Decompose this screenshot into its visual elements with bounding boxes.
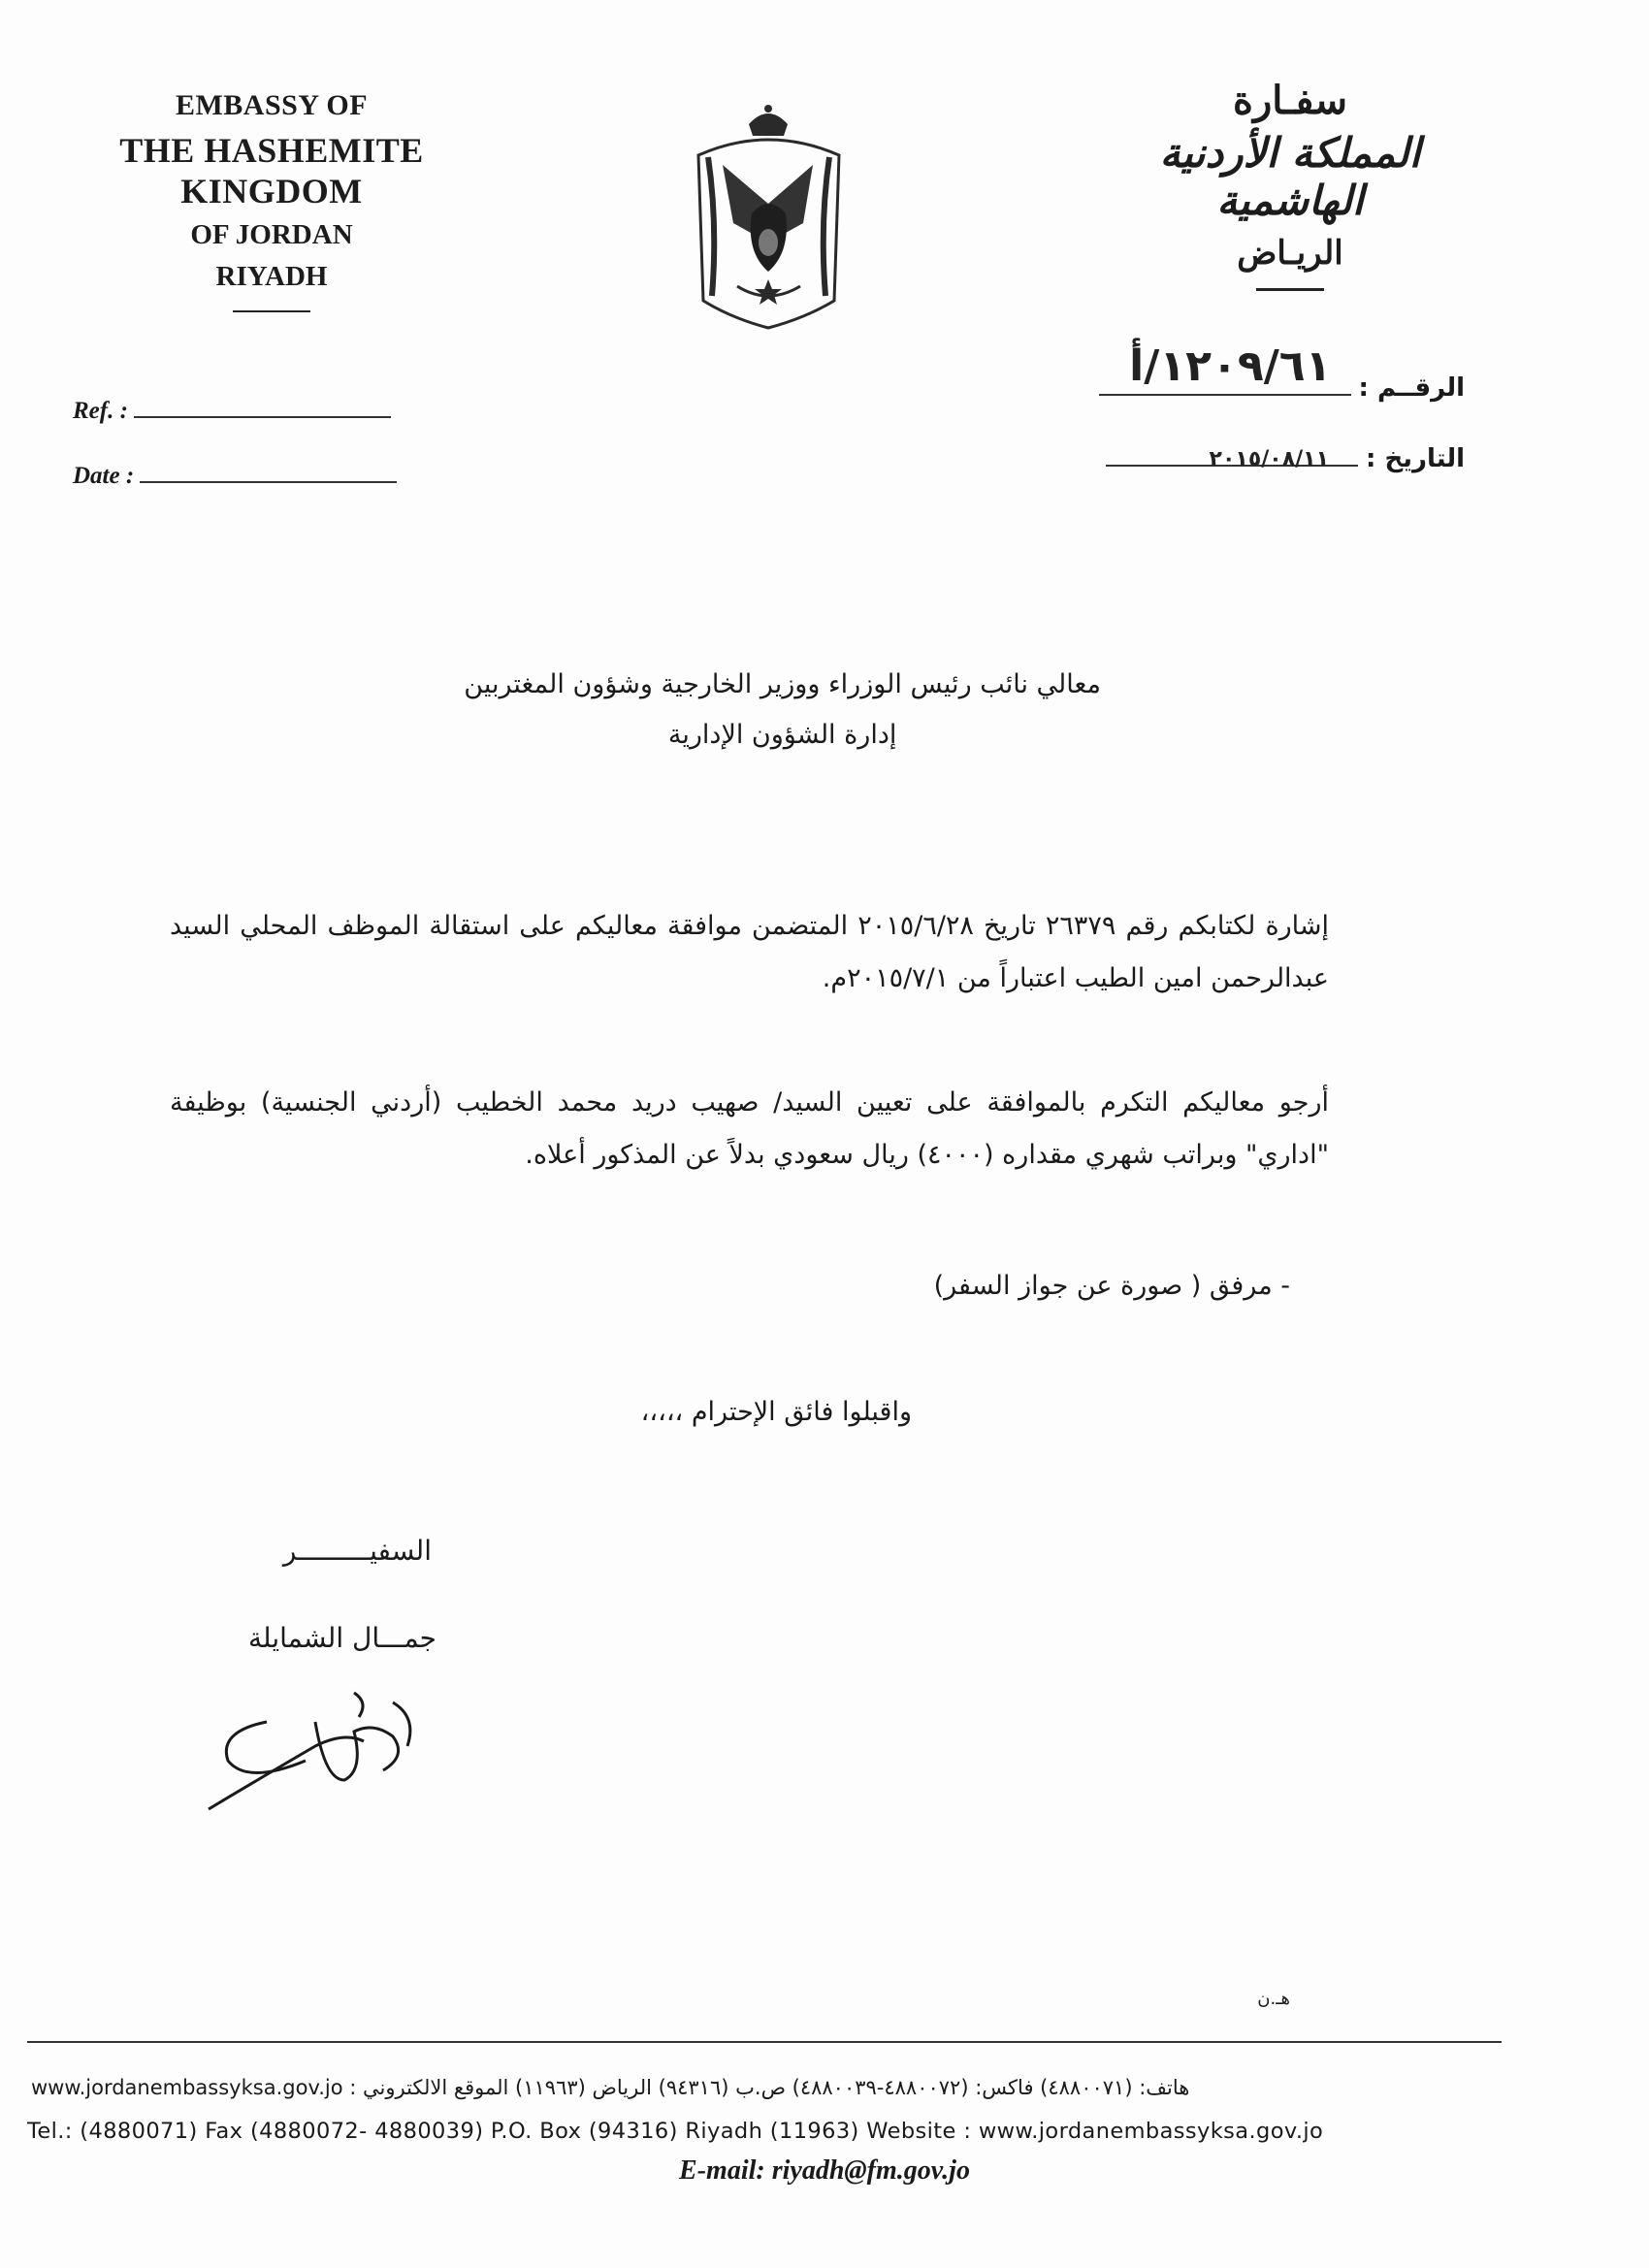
- letterhead-en-line2: THE HASHEMITE KINGDOM: [119, 131, 424, 211]
- addressee-line1: معالي نائب رئيس الوزراء ووزير الخارجية وشؤون المغتربين: [464, 669, 1101, 699]
- addressee-block: [464, 660, 1101, 761]
- ar-ref-row: [1099, 341, 1465, 403]
- ar-ref-value: ١٢٠٩/٦١/أ: [1129, 341, 1332, 391]
- ar-date-line: [1106, 447, 1358, 471]
- letterhead-ar-divider: [1256, 288, 1324, 291]
- en-date-line: [140, 479, 397, 483]
- body-paragraph-1: إشارة لكتابكم رقم ٢٦٣٧٩ تاريخ ٢٠١٥/٦/٢٨ المتضمن موافقة معاليكم على استقالة الموظف المحلي السيد عبدالرحمن امين الطيب اعتباراً من ٢٠١٥/٧/١م.: [170, 911, 1330, 993]
- closing-line: واقبلوا فائق الإحترام ،،،،،: [640, 1397, 912, 1427]
- en-ref-row: [73, 398, 391, 425]
- ar-ref-label: الرقــم :: [1358, 373, 1465, 403]
- letterhead-ar-line3: الريـاض: [1237, 234, 1343, 273]
- handwritten-signature: [199, 1664, 441, 1829]
- signature-title: السفيـــــــــر: [282, 1535, 432, 1567]
- jordan-coat-of-arms-icon: [679, 97, 858, 335]
- arabic-letterhead: [1086, 78, 1494, 291]
- ar-date-row: [1106, 444, 1465, 473]
- ar-ref-line: [1099, 341, 1351, 396]
- letterhead-en-line3: OF JORDAN: [190, 219, 353, 250]
- footer-divider: [27, 2041, 1502, 2043]
- footer-email: E-mail: riyadh@fm.gov.jo: [679, 2155, 970, 2186]
- letterhead-en-line1: EMBASSY OF: [175, 89, 369, 121]
- footer-arabic-contact: هاتف: (٤٨٨٠٠٧١) فاكس: (٤٨٨٠٠٧٢-٤٨٨٠٠٣٩) ص.ب (٩٤٣١٦) الرياض (١١٩٦٣) الموقع الالكتروني : www.jordanembassyksa.gov.jo: [31, 2076, 1190, 2099]
- letterhead-en-divider: [233, 310, 310, 312]
- typist-initials: هـ.ن: [1257, 1989, 1290, 2009]
- letterhead-ar-line2: المملكة الأردنية الهاشمية: [1159, 129, 1421, 224]
- english-letterhead: [39, 89, 504, 312]
- en-ref-label: Ref. :: [73, 398, 128, 424]
- letterhead-en-line4: RIYADH: [215, 261, 328, 292]
- attachment-line: - مرفق ( صورة عن جواز السفر): [933, 1271, 1290, 1301]
- en-date-row: [73, 463, 397, 490]
- en-ref-line: [134, 414, 391, 418]
- addressee-line2: إدارة الشؤون الإدارية: [667, 720, 897, 750]
- signature-name: جمـــال الشمايلة: [248, 1622, 436, 1654]
- ar-date-value: ٢٠١٥/٠٨/١١: [1209, 447, 1330, 471]
- body-paragraph-2: أرجو معاليكم التكرم بالموافقة على تعيين السيد/ صهيب دريد محمد الخطيب (أردني الجنسية) بوظيفة "اداري" وبراتب شهري مقداره (٤٠٠٠) ريال سعودي بدلاً عن المذكور أعلاه.: [170, 1087, 1329, 1170]
- footer-english-contact: Tel.: (4880071) Fax (4880072- 4880039) P.O. Box (94316) Riyadh (11963) Website : www.jordanembassyksa.gov.jo: [27, 2119, 1324, 2144]
- ar-date-label: التاريخ :: [1366, 444, 1465, 473]
- en-date-label: Date :: [73, 463, 135, 489]
- letterhead-ar-line1: سفـارة: [1233, 78, 1347, 123]
